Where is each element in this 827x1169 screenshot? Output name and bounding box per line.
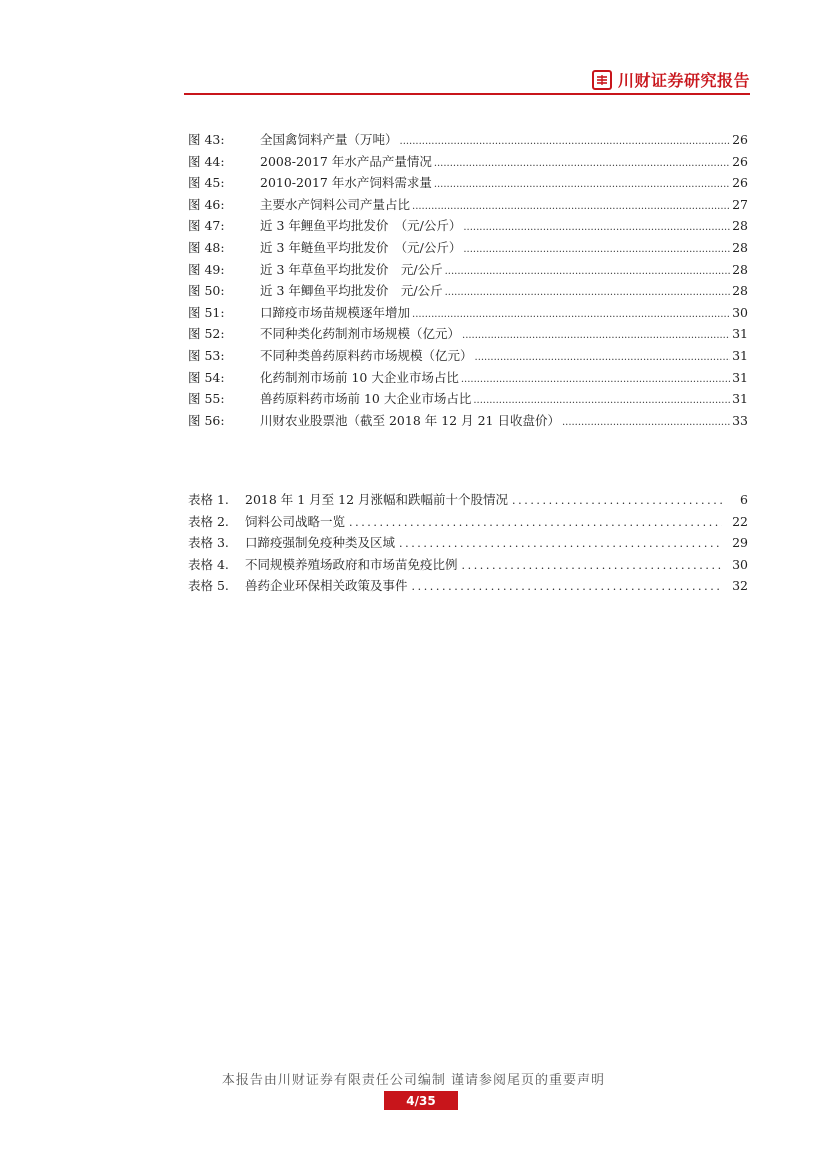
figure-list — [188, 130, 748, 432]
figure-entry[interactable] — [188, 303, 748, 325]
page-header — [184, 66, 750, 94]
table-entry-page: 29 — [732, 535, 748, 551]
dot-leader — [475, 352, 730, 363]
figure-entry[interactable] — [188, 346, 748, 368]
table-entry-page: 30 — [732, 556, 748, 572]
chuancai-logo-icon — [592, 70, 612, 90]
figure-entry-title: 近 3 年草鱼平均批发价 元/公斤 — [260, 261, 443, 277]
table-entry[interactable] — [188, 490, 748, 512]
table-entry-label: 表格 5. — [188, 578, 229, 594]
table-entry-title: 兽药企业环保相关政策及事件 — [245, 578, 408, 594]
table-entry[interactable] — [188, 555, 748, 577]
figure-entry[interactable] — [188, 195, 748, 217]
dot-leader — [461, 374, 730, 385]
dot-leader — [463, 222, 730, 233]
figure-entry[interactable] — [188, 324, 748, 346]
header-divider — [184, 93, 750, 95]
table-entry-label: 表格 2. — [188, 513, 229, 529]
figure-entry-page: 31 — [732, 326, 748, 342]
figure-entry-label: 图 49: — [188, 261, 225, 277]
figure-entry-title: 近 3 年鲢鱼平均批发价 （元/公斤） — [260, 239, 462, 255]
figure-entry-label: 图 53: — [188, 347, 225, 363]
figure-entry[interactable] — [188, 152, 748, 174]
table-entry[interactable] — [188, 576, 748, 598]
table-entry-title: 饲料公司战略一览 — [245, 513, 346, 529]
figure-entry-title: 2008-2017 年水产品产量情况 — [260, 153, 432, 169]
figure-entry-page: 31 — [732, 347, 748, 363]
figure-entry-page: 28 — [732, 283, 748, 299]
figure-entry-title: 兽药原料药市场前 10 大企业市场占比 — [260, 391, 472, 407]
dot-leader — [473, 395, 730, 406]
figure-entry-title: 不同种类化药制剂市场规模（亿元） — [260, 326, 461, 342]
table-entry-label: 表格 4. — [188, 556, 229, 572]
figure-entry-page: 26 — [732, 132, 748, 147]
table-entry-label: 表格 3. — [188, 535, 229, 551]
figure-entry[interactable] — [188, 281, 748, 303]
table-entry[interactable] — [188, 512, 748, 534]
figure-entry-title: 全国禽饲料产量（万吨） — [260, 132, 398, 147]
figure-entry-title: 不同种类兽药原料药市场规模（亿元） — [260, 347, 473, 363]
figure-entry-page: 26 — [732, 153, 748, 169]
table-entry-title: 2018 年 1 月至 12 月涨幅和跌幅前十个股情况 — [245, 492, 509, 507]
figure-entry-label: 图 48: — [188, 239, 225, 255]
figure-entry[interactable] — [188, 130, 748, 152]
table-entry-page: 32 — [732, 578, 748, 594]
table-entry-page: 6 — [740, 492, 748, 507]
table-entry-label: 表格 1. — [188, 492, 229, 507]
dot-leader — [512, 494, 722, 507]
table-list — [188, 490, 748, 598]
figure-entry-title: 近 3 年鲤鱼平均批发价 （元/公斤） — [260, 218, 462, 234]
dot-leader — [462, 330, 730, 341]
figure-entry-label: 图 50: — [188, 283, 225, 299]
table-entry-title: 不同规模养殖场政府和市场苗免疫比例 — [245, 556, 458, 572]
dot-leader — [462, 559, 722, 572]
figure-entry-label: 图 54: — [188, 369, 225, 385]
figure-entry-label: 图 47: — [188, 218, 225, 234]
dot-leader — [445, 287, 730, 298]
figure-entry-title: 化药制剂市场前 10 大企业市场占比 — [260, 369, 459, 385]
table-entry-page: 22 — [732, 513, 748, 529]
figure-entry-page: 28 — [732, 218, 748, 234]
figure-entry-label: 图 55: — [188, 391, 225, 407]
disclaimer-note: 本报告由川财证券有限责任公司编制 谨请参阅尾页的重要声明 — [221, 1073, 606, 1088]
table-entry[interactable] — [188, 533, 748, 555]
dot-leader — [463, 244, 730, 255]
figure-entry[interactable] — [188, 368, 748, 390]
dot-leader — [434, 158, 730, 169]
figure-entry-label: 图 44: — [188, 153, 225, 169]
figure-entry-label: 图 56: — [188, 412, 225, 428]
figure-entry-label: 图 45: — [188, 175, 225, 191]
figure-entry[interactable] — [188, 260, 748, 282]
figure-entry-page: 33 — [732, 412, 748, 428]
figure-entry-label: 图 46: — [188, 196, 225, 212]
figure-entry-title: 2010-2017 年水产饲料需求量 — [260, 175, 432, 191]
figure-entry[interactable] — [188, 389, 748, 411]
dot-leader — [399, 537, 722, 550]
figure-entry-title: 川财农业股票池（截至 2018 年 12 月 21 日收盘价） — [260, 412, 560, 428]
dot-leader — [349, 516, 722, 529]
figure-entry-page: 27 — [732, 196, 748, 212]
figure-entry-label: 图 43: — [188, 132, 225, 147]
dot-leader — [400, 136, 730, 147]
figure-entry-page: 28 — [732, 261, 748, 277]
figure-entry[interactable] — [188, 238, 748, 260]
dot-leader — [434, 179, 730, 190]
figure-entry-label: 图 52: — [188, 326, 225, 342]
brand-title: 川财证券研究报告 — [617, 71, 750, 90]
figure-entry-title: 口蹄疫市场苗规模逐年增加 — [260, 304, 411, 320]
figure-entry-title: 主要水产饲料公司产量占比 — [260, 196, 411, 212]
figure-entry-page: 31 — [732, 391, 748, 407]
dot-leader — [412, 580, 722, 593]
dot-leader — [562, 417, 730, 428]
figure-entry[interactable] — [188, 173, 748, 195]
figure-entry-label: 图 51: — [188, 304, 225, 320]
table-entry-title: 口蹄疫强制免疫种类及区域 — [245, 535, 396, 551]
dot-leader — [412, 309, 730, 320]
figure-entry-page: 31 — [732, 369, 748, 385]
figure-entry[interactable] — [188, 411, 748, 433]
dot-leader — [412, 201, 730, 212]
page-number: 4/35 — [384, 1091, 458, 1110]
figure-entry-page: 26 — [732, 175, 748, 191]
brand — [592, 68, 750, 91]
figure-entry[interactable] — [188, 216, 748, 238]
dot-leader — [445, 266, 730, 277]
figure-entry-title: 近 3 年鲫鱼平均批发价 元/公斤 — [260, 283, 443, 299]
figure-entry-page: 30 — [732, 304, 748, 320]
figure-entry-page: 28 — [732, 239, 748, 255]
